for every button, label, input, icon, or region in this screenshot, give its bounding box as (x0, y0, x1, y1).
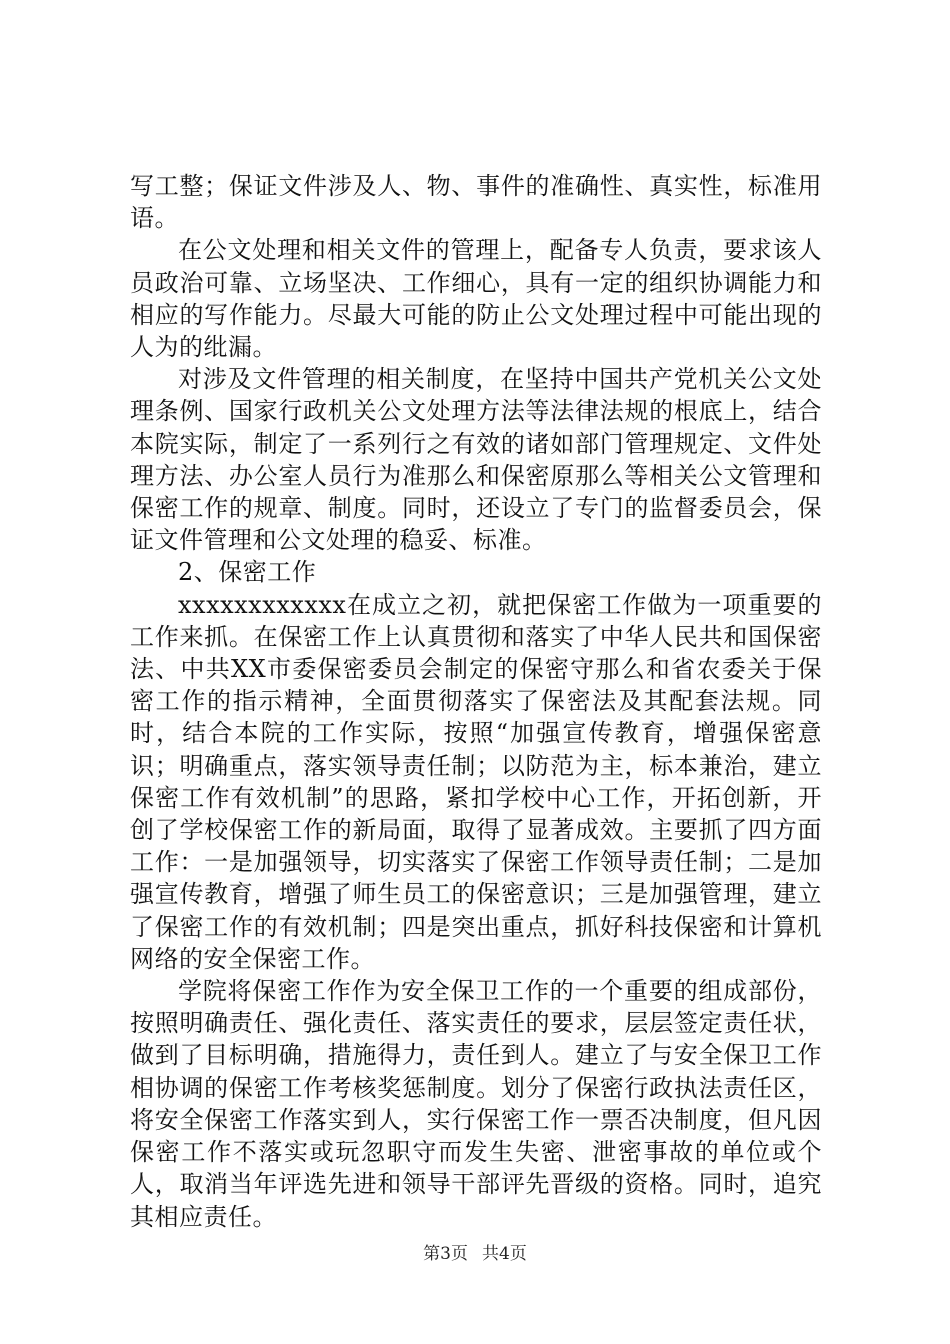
paragraph-security-responsibility: 学院将保密工作作为安全保卫工作的一个重要的组成部份，按照明确责任、强化责任、落实责任的要求，层层签定责任状，做到了目标明确，措施得力，责任到人。建立了与安全保卫工作相协调的保密工作考核奖惩制度。划分了保密行政执法责任区，将安全保密工作落实到人，实行保密工作一票否决制度，但凡因保密工作不落实或玩忽职守而发生失密、泄密事故的单位或个人，取消当年评选先进和领导干部评先晋级的资格。同时，追究其相应责任。 (130, 977, 822, 1231)
section-heading-confidentiality: 2、保密工作 (178, 558, 317, 587)
paragraph-continuation: 写工整；保证文件涉及人、物、事件的准确性、真实性，标准用语。 (130, 172, 822, 233)
document-body (130, 170, 822, 1233)
paragraph-document-handling: 在公文处理和相关文件的管理上，配备专人负责，要求该人员政治可靠、立场坚决、工作细心，具有一定的组织协调能力和相应的写作能力。尽最大可能的防止公文处理过程中可能出现的人为的纰漏。 (130, 236, 822, 362)
page-number-current: 第3页 (423, 1244, 468, 1264)
paragraph-confidentiality-work: xxxxxxxxxxxx在成立之初，就把保密工作做为一项重要的工作来抓。在保密工作上认真贯彻和落实了中华人民共和国保密法、中共XX市委保密委员会制定的保密守那么和省农委关于保密工作的指示精神，全面贯彻落实了保密法及其配套法规。同时，结合本院的工作实际，按照“加强宣传教育，增强保密意识；明确重点，落实领导责任制；以防范为主，标本兼治，建立保密工作有效机制”的思路，紧扣学校中心工作，开拓创新，开创了学校保密工作的新局面，取得了显著成效。主要抓了四方面工作：一是加强领导，切实落实了保密工作领导责任制；二是加强宣传教育，增强了师生员工的保密意识；三是加强管理，建立了保密工作的有效机制；四是突出重点，抓好科技保密和计算机网络的安全保密工作。 (130, 590, 822, 973)
page-number-total: 共4页 (482, 1244, 527, 1264)
paragraph-management-rules: 对涉及文件管理的相关制度，在坚持中国共产党机关公文处理条例、国家行政机关公文处理方法等法律法规的根底上，结合本院实际，制定了一系列行之有效的诸如部门管理规定、文件处理方法、办公室人员行为准那么和保密原那么等相关公文管理和保密工作的规章、制度。同时，还设立了专门的监督委员会，保证文件管理和公文处理的稳妥、标准。 (130, 365, 822, 555)
page-footer (0, 1242, 950, 1266)
